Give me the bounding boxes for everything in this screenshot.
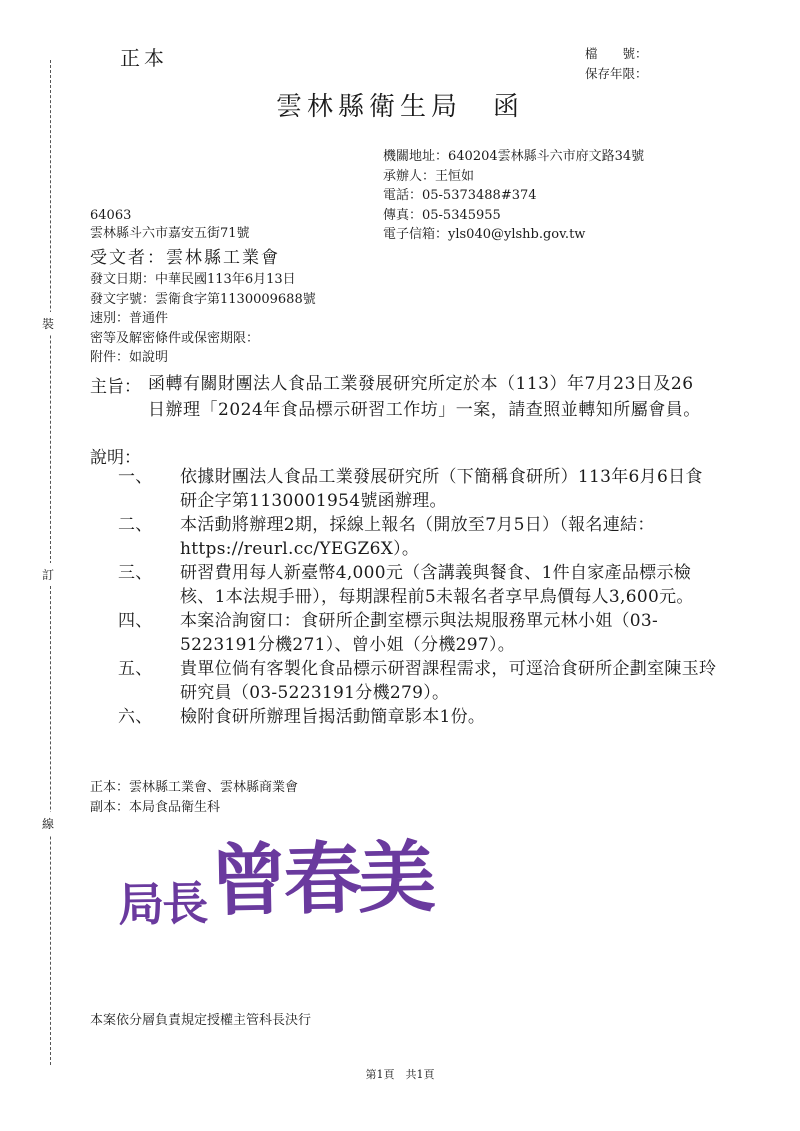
subject-text: 函轉有關財團法人食品工業發展研究所定於本（113）年7月23日及26日辦理「2024年食品標示研習工作坊」一案，請查照並轉知所屬會員。 — [148, 374, 701, 420]
item-text: 本案洽詢窗口：食研所企劃室標示與法規服務單元林小姐（03-5223191分機271）、曾小姐（分機297）。 — [180, 611, 659, 655]
delivery-speed: 速別：普通件 — [90, 311, 169, 326]
archive-number: 檔 號： — [585, 46, 648, 61]
director-seal — [117, 833, 433, 949]
item-text: 貴單位倘有客製化食品標示研習課程需求，可逕洽食研所企劃室陳玉玲研究員（03-5223191分機279）。 — [180, 659, 717, 703]
recipient-address-block — [90, 207, 250, 243]
copy-type-label: 正本 — [120, 46, 168, 70]
original-recipients: 正本：雲林縣工業會、雲林縣商業會 — [90, 780, 299, 795]
sender-phone: 電話：05-5373488#374 — [383, 188, 537, 203]
document-meta — [90, 270, 316, 368]
sender-email: 電子信箱：yls040@ylshb.gov.tw — [383, 227, 586, 242]
sender-address: 機關地址：640204雲林縣斗六市府文路34號 — [383, 149, 645, 164]
item-number: 四、 — [118, 611, 153, 631]
explanation-item — [118, 705, 718, 729]
explanation-item — [118, 657, 718, 705]
issue-date: 發文日期：中華民國113年6月13日 — [90, 272, 296, 287]
explanation-list — [118, 465, 718, 729]
binding-char-ding: 訂 — [42, 563, 54, 586]
page-number: 第1頁 共1頁 — [365, 1068, 435, 1081]
document-number: 發文字號：雲衛食字第1130009688號 — [90, 291, 316, 307]
explanation-item — [118, 465, 718, 513]
secrecy-level: 密等及解密條件或保密期限： — [90, 330, 260, 346]
item-text: 檢附食研所辦理旨揭活動簡章影本1份。 — [180, 707, 486, 727]
file-meta — [585, 44, 648, 84]
attachment: 附件：如說明 — [90, 350, 169, 365]
item-number: 五、 — [118, 659, 153, 679]
sender-handler: 承辦人：王恒如 — [383, 168, 475, 184]
sender-fax: 傳真：05-5345955 — [383, 207, 501, 223]
recipient-line: 受文者：雲林縣工業會 — [90, 248, 280, 268]
seal-title: 局長 — [117, 876, 207, 932]
explanation-item — [118, 561, 718, 609]
explanation-item — [118, 513, 718, 561]
explanation-item — [118, 609, 718, 657]
recipient-postcode: 64063 — [90, 208, 132, 223]
retention-period: 保存年限： — [585, 66, 648, 81]
item-number: 六、 — [118, 707, 153, 727]
binding-char-xian: 線 — [42, 812, 54, 835]
copy-recipients: 副本：本局食品衛生科 — [90, 800, 221, 815]
delegation-note: 本案依分層負責規定授權主管科長決行 — [90, 1013, 312, 1028]
distribution-list — [90, 778, 298, 818]
binding-char-zhuang: 裝 — [42, 312, 54, 335]
item-number: 三、 — [118, 563, 153, 583]
item-number: 二、 — [118, 515, 153, 535]
item-text: 本活動將辦理2期，採線上報名（開放至7月5日）（報名連結：https://reurl.cc/YEGZ6X）。 — [180, 515, 655, 559]
sender-info — [383, 147, 644, 245]
recipient-address: 雲林縣斗六市嘉安五街71號 — [90, 226, 250, 241]
item-text: 依據財團法人食品工業發展研究所（下簡稱食研所）113年6月6日食研企字第1130001954號函辦理。 — [180, 467, 703, 511]
subject-label: 主旨： — [90, 377, 141, 397]
item-text: 研習費用每人新臺幣4,000元（含講義與餐食、1件自家產品標示檢核、1本法規手冊），每期課程前5未報名者享早鳥價每人3,600元。 — [180, 563, 694, 607]
item-number: 一、 — [118, 467, 153, 487]
explanation-label: 說明： — [90, 448, 141, 468]
seal-name: 曾春美 — [209, 832, 433, 928]
document-title: 雲林縣衛生局 函 — [275, 92, 524, 122]
